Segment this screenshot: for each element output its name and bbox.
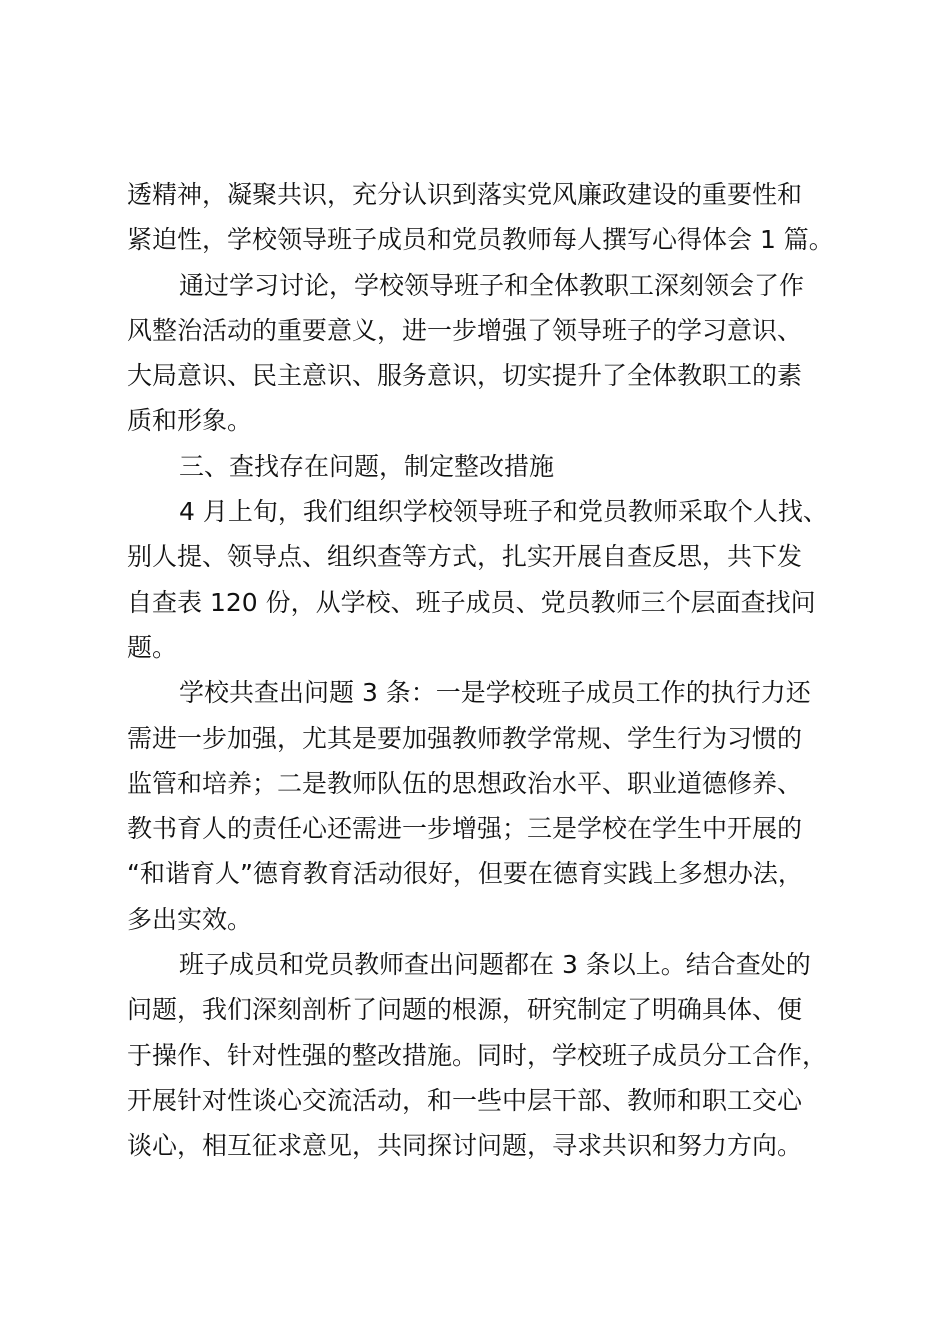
text-line: 质和形象。 (127, 406, 253, 436)
text-line: “和谐育人”德育教育活动很好，但要在德育实践上多想办法， (127, 859, 803, 889)
text-line: 题。 (127, 632, 178, 662)
text-line: 需进一步加强，尤其是要加强教师教学常规、学生行为习惯的 (127, 723, 803, 753)
document-body (127, 172, 835, 1169)
text-line: 三、查找存在问题，制定整改措施 (179, 451, 555, 481)
text-line: 监管和培养；二是教师队伍的思想政治水平、职业道德修养、 (127, 768, 803, 798)
text-line: 通过学习讨论，学校领导班子和全体教职工深刻领会了作 (179, 270, 805, 300)
text-line: 别人提、领导点、组织查等方式，扎实开展自查反思，共下发 (127, 542, 803, 572)
text-line: 透精神，凝聚共识，充分认识到落实党风廉政建设的重要性和 (127, 180, 803, 209)
text-line: 问题，我们深刻剖析了问题的根源，研究制定了明确具体、便 (127, 995, 803, 1025)
text-line: 开展针对性谈心交流活动，和一些中层干部、教师和职工交心 (127, 1085, 803, 1115)
text-line: 风整治活动的重要意义，进一步增强了领导班子的学习意识、 (127, 315, 803, 345)
text-line: 4 月上旬，我们组织学校领导班子和党员教师采取个人找、 (179, 497, 828, 527)
text-line: 谈心，相互征求意见，共同探讨问题，寻求共识和努力方向。 (127, 1131, 803, 1161)
text-line: 大局意识、民主意识、服务意识，切实提升了全体教职工的素 (127, 361, 803, 391)
text-line: 教书育人的责任心还需进一步增强；三是学校在学生中开展的 (127, 814, 803, 844)
text-line: 自查表 120 份，从学校、班子成员、党员教师三个层面查找问 (127, 587, 816, 617)
text-line: 学校共查出问题 3 条：一是学校班子成员工作的执行力还 (179, 678, 811, 708)
text-line: 班子成员和党员教师查出问题都在 3 条以上。结合查处的 (179, 950, 811, 980)
text-line: 紧迫性，学校领导班子成员和党员教师每人撰写心得体会 1 篇。 (127, 225, 834, 255)
text-line: 多出实效。 (127, 904, 253, 934)
text-line: 于操作、针对性强的整改措施。同时，学校班子成员分工合作， (127, 1040, 828, 1070)
